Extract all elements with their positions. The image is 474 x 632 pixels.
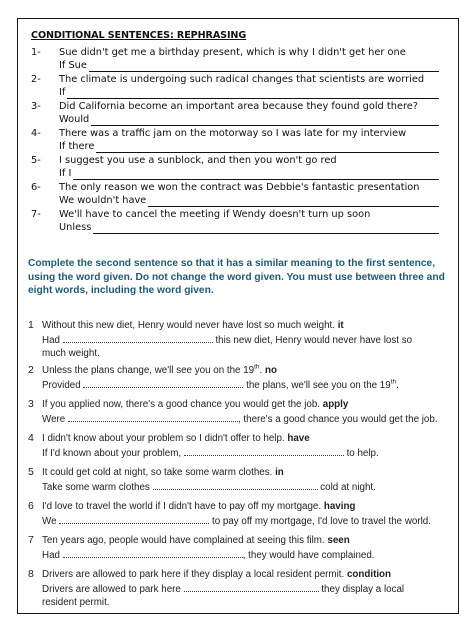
- answer-start: We wouldn't have: [59, 195, 147, 206]
- item-sentence: Ten years ago, people would have complained at seeing this film.: [42, 535, 325, 546]
- answer-start: If Sue: [59, 60, 87, 71]
- item-number: 8: [28, 568, 34, 580]
- answer-end: , they would have complained.: [242, 549, 375, 561]
- item-sentence: The only reason we won the contract was Debbie's fantastic presentation: [59, 182, 420, 193]
- answer-gap[interactable]: [83, 378, 243, 388]
- answer-continuation: much weight.: [42, 348, 100, 359]
- item-number: 2: [28, 364, 34, 376]
- answer-end: this new diet, Henry would never have lost so: [215, 334, 413, 346]
- keyword: seen: [327, 535, 350, 546]
- answer-line[interactable]: [148, 197, 439, 207]
- answer-start: Provided: [42, 379, 81, 391]
- answer-gap[interactable]: [63, 333, 213, 343]
- keyword: no: [265, 365, 277, 376]
- answer-gap[interactable]: [63, 548, 243, 558]
- item-number: 4-: [31, 128, 41, 139]
- item-sentence: Did California become an important area because they found gold there?: [59, 101, 419, 112]
- answer-start: We: [42, 515, 57, 527]
- answer-end: to pay off my mortgage, I'd love to travel the world.: [212, 515, 431, 527]
- answer-start: Had: [42, 334, 60, 346]
- keyword: in: [275, 467, 284, 478]
- answer-end: cold at night.: [320, 481, 376, 493]
- ordinal-suffix: th: [390, 378, 397, 386]
- item-number: 7: [28, 534, 34, 546]
- answer-end-punct: .: [396, 379, 399, 391]
- answer-end: , there's a good chance you would get the job.: [237, 413, 438, 425]
- answer-start: If I: [59, 168, 72, 179]
- instructions: Complete the second sentence so that it has a similar meaning to the first sentence, using the word given. Do not change the word given. You must use between three and eight words, including the word given.: [28, 258, 445, 296]
- answer-line[interactable]: [67, 89, 439, 99]
- answer-start: If: [59, 87, 66, 98]
- answer-start: If there: [59, 141, 95, 152]
- keyword: condition: [346, 569, 392, 580]
- item-number: 5: [28, 466, 34, 478]
- item-sentence-end: .: [259, 365, 263, 376]
- answer-gap[interactable]: [68, 412, 238, 422]
- item-sentence: I'd love to travel the world if I didn't have to pay off my mortgage.: [42, 501, 322, 512]
- item-sentence: It could get cold at night, so take some warm clothes.: [42, 467, 273, 478]
- answer-end: the plans, we'll see you on the 19: [246, 379, 391, 391]
- item-sentence: If you applied now, there's a good chance you would get the job.: [42, 399, 321, 410]
- ordinal-suffix: th: [254, 363, 260, 371]
- answer-gap[interactable]: [184, 446, 344, 456]
- item-sentence: I suggest you use a sunblock, and then you won't go red: [59, 155, 337, 166]
- answer-start: Would: [59, 114, 90, 125]
- keyword: apply: [322, 399, 349, 410]
- keyword: it: [337, 320, 344, 331]
- keyword: having: [323, 501, 356, 512]
- worksheet-title: CONDITIONAL SENTENCES: REPHRASING: [31, 30, 247, 41]
- item-number: 3: [28, 398, 34, 410]
- item-number: 6: [28, 500, 34, 512]
- item-number: 3-: [31, 101, 41, 112]
- answer-start: Were: [42, 413, 66, 425]
- item-sentence: There was a traffic jam on the motorway so I was late for my interview: [59, 128, 407, 139]
- item-number: 4: [28, 432, 34, 444]
- item-number: 1-: [31, 47, 41, 58]
- item-number: 7-: [31, 209, 41, 220]
- answer-gap[interactable]: [153, 480, 318, 490]
- answer-start: Unless: [59, 222, 92, 233]
- worksheet-page: [17, 18, 459, 614]
- item-sentence: Without this new diet, Henry would never have lost so much weight.: [42, 320, 335, 331]
- item-sentence: We'll have to cancel the meeting if Wendy doesn't turn up soon: [59, 209, 371, 220]
- answer-end: to help.: [346, 447, 379, 459]
- answer-line[interactable]: [93, 224, 439, 234]
- keyword: have: [287, 433, 310, 444]
- item-number: 5-: [31, 155, 41, 166]
- answer-line[interactable]: [96, 143, 439, 153]
- item-sentence: Unless the plans change, we'll see you on the 19: [42, 365, 255, 376]
- answer-gap[interactable]: [184, 582, 319, 592]
- answer-line[interactable]: [73, 170, 439, 180]
- item-sentence: Sue didn't get me a birthday present, which is why I didn't get her one: [59, 47, 406, 58]
- answer-gap[interactable]: [59, 514, 209, 524]
- item-number: 1: [28, 319, 34, 331]
- answer-line[interactable]: [91, 116, 439, 126]
- item-sentence: The climate is undergoing such radical changes that scientists are worried: [59, 74, 425, 85]
- item-sentence: Drivers are allowed to park here if they display a local resident permit.: [42, 569, 345, 580]
- answer-continuation: resident permit.: [42, 597, 110, 608]
- answer-start: Take some warm clothes: [42, 481, 150, 493]
- item-sentence: I didn't know about your problem so I didn't offer to help.: [42, 433, 285, 444]
- answer-start: Drivers are allowed to park here: [42, 583, 181, 595]
- answer-line[interactable]: [89, 62, 439, 72]
- item-number: 6-: [31, 182, 41, 193]
- answer-end: they display a local: [321, 583, 405, 595]
- answer-start: If I'd known about your problem,: [42, 447, 182, 459]
- item-number: 2-: [31, 74, 41, 85]
- answer-start: Had: [42, 549, 60, 561]
